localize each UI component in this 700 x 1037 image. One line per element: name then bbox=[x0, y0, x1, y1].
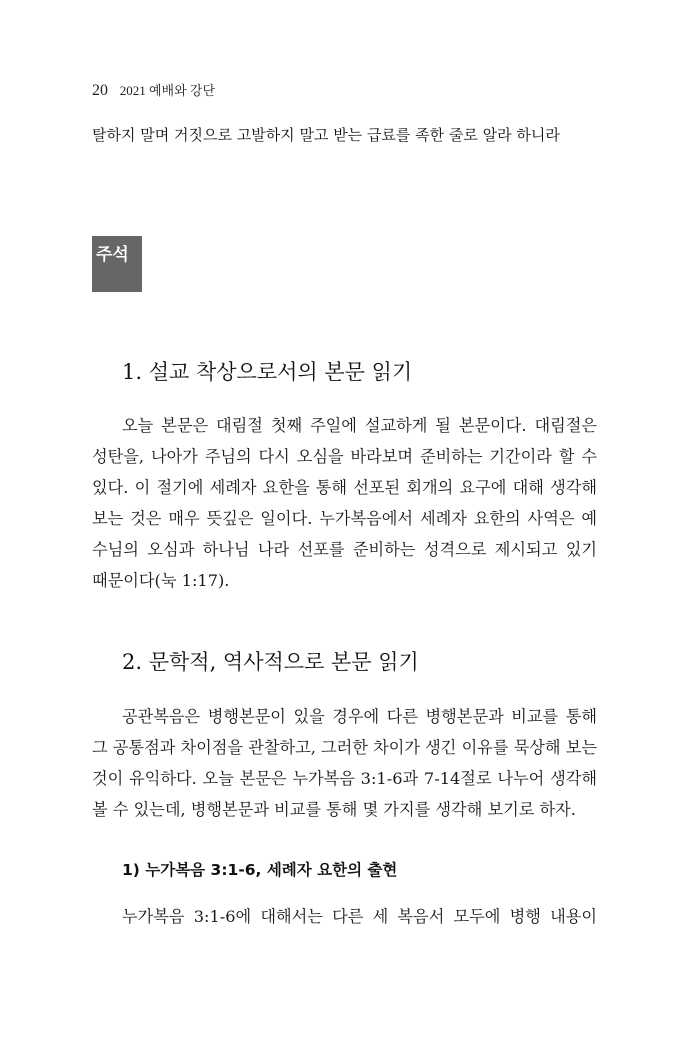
section-2-title: 2. 문학적, 역사적으로 본문 읽기 bbox=[122, 650, 419, 674]
running-header bbox=[92, 80, 215, 100]
section-2-paragraph bbox=[92, 701, 597, 825]
paragraph-line: 오늘 본문은 대림절 첫째 주일에 설교하게 될 본문이다. 대림절은 bbox=[122, 416, 597, 435]
book-title: 2021 예배와 강단 bbox=[119, 83, 216, 98]
paragraph-line: 그 공통점과 차이점을 관찰하고, 그러한 차이가 생긴 이유를 묵상해 보는 bbox=[92, 738, 597, 757]
paragraph-line: 볼 수 있는데, 병행본문과 비교를 통해 몇 가지를 생각해 보기로 하자. bbox=[92, 800, 576, 819]
paragraph-line: 보는 것은 매우 뜻깊은 일이다. 누가복음에서 세례자 요한의 사역은 예 bbox=[92, 509, 597, 528]
paragraph-line: 성탄을, 나아가 주님의 다시 오심을 바라보며 준비하는 기간이라 할 수 bbox=[92, 447, 597, 466]
paragraph-line: 있다. 이 절기에 세례자 요한을 통해 선포된 회개의 요구에 대해 생각해 bbox=[92, 478, 597, 497]
paragraph-line: 것이 유익하다. 오늘 본문은 누가복음 3:1-6과 7-14절로 나누어 생각해 bbox=[92, 769, 597, 788]
subsection-paragraph bbox=[92, 901, 597, 932]
continued-scripture-line: 탈하지 말며 거짓으로 고발하지 말고 받는 급료를 족한 줄로 알라 하니라 bbox=[92, 126, 560, 144]
page-number: 20 bbox=[92, 82, 108, 99]
paragraph-line: 때문이다(눅 1:17). bbox=[92, 571, 230, 590]
commentary-badge bbox=[92, 236, 142, 292]
subsection-heading: 1) 누가복음 3:1-6, 세례자 요한의 출현 bbox=[122, 861, 398, 879]
commentary-badge-label: 주석 bbox=[96, 245, 129, 265]
paragraph-line: 공관복음은 병행본문이 있을 경우에 다른 병행본문과 비교를 통해 bbox=[122, 707, 597, 726]
paragraph-line: 누가복음 3:1-6에 대해서는 다른 세 복음서 모두에 병행 내용이 bbox=[122, 907, 597, 926]
paragraph-line: 수님의 오심과 하나님 나라 선포를 준비하는 성격으로 제시되고 있기 bbox=[92, 540, 597, 559]
section-1-title: 1. 설교 착상으로서의 본문 읽기 bbox=[122, 360, 413, 384]
section-1-paragraph bbox=[92, 410, 597, 596]
